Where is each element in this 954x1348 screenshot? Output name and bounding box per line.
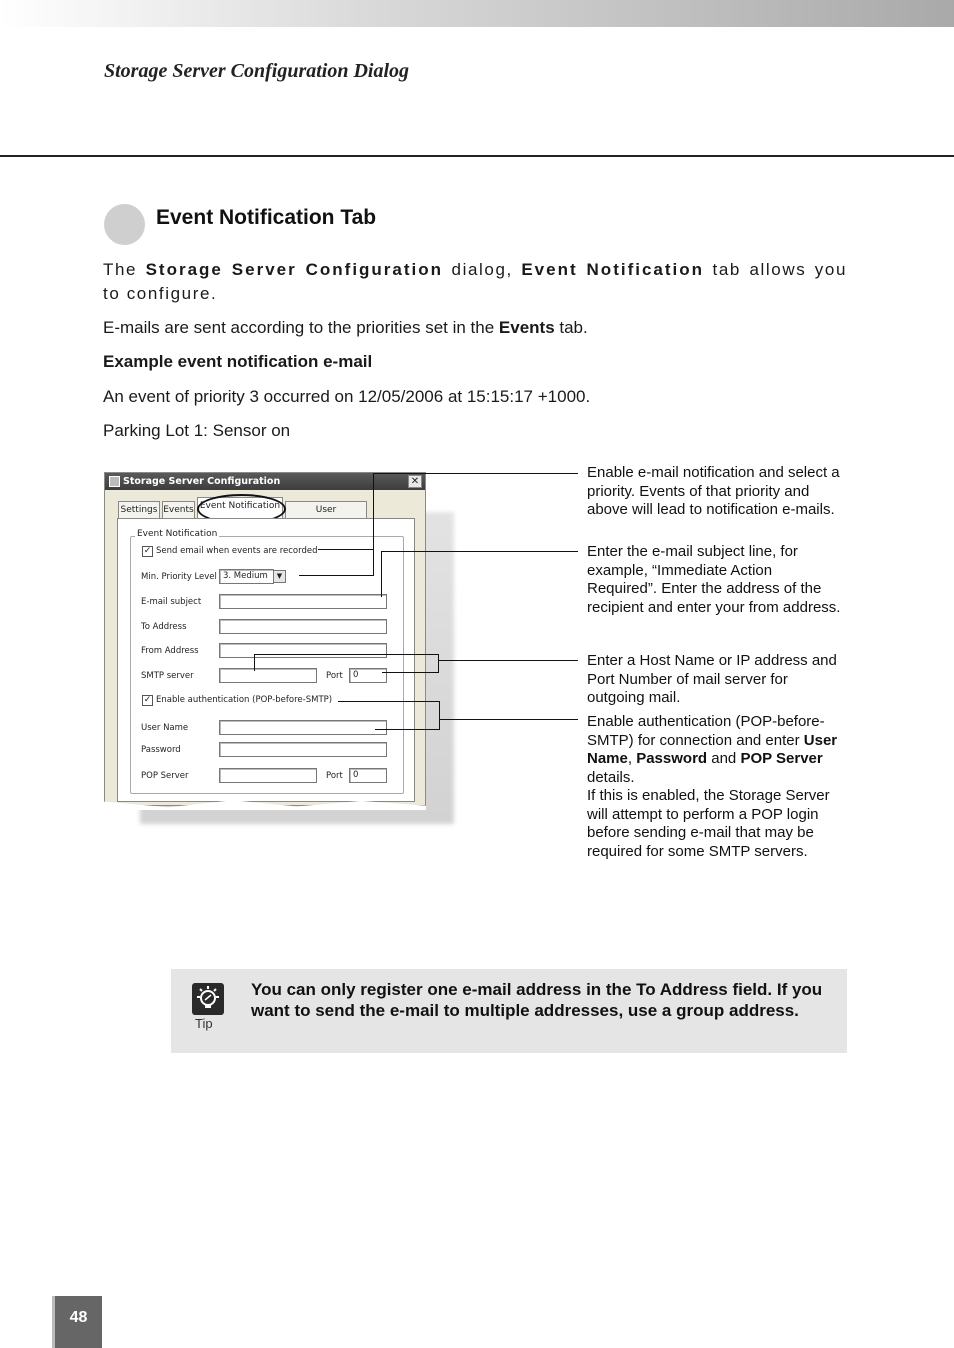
callout-smtp: Enter a Host Name or IP address and Port Number of mail server for outgoing mail. — [587, 652, 837, 706]
tab-user-management[interactable]: User — [285, 501, 367, 518]
page-number: 48 — [52, 1296, 102, 1348]
callout-subject-addresses: Enter the e-mail subject line, for example, “Immediate Action Required”. Enter the address of the recipient and enter your from address. — [587, 543, 841, 616]
text-run: Enable authentication (POP-before-SMTP) for connection and enter — [587, 713, 825, 749]
example-line-1: An event of priority 3 occurred on 12/05/2006 at 15:15:17 +1000. — [103, 387, 591, 406]
min-priority-select[interactable]: 3. Medium — [219, 569, 274, 584]
pop-port-label: Port — [326, 771, 343, 781]
send-email-checkbox[interactable]: ✓ — [143, 546, 152, 556]
password-field[interactable] — [219, 742, 387, 757]
callout-line — [375, 729, 440, 730]
tab-events[interactable]: Events — [162, 501, 195, 518]
text-run: If this is enabled, the Storage Server will attempt to perform a POP login before sending e-mail that may be required for some SMTP servers. — [587, 787, 830, 860]
callout-authentication — [587, 713, 845, 861]
user-name-field[interactable] — [219, 720, 387, 735]
running-header: Storage Server Configuration Dialog — [104, 60, 410, 82]
send-email-label: Send email when events are recorded — [156, 546, 318, 556]
text-run: dialog, — [443, 260, 522, 279]
text-run: , — [627, 750, 637, 767]
smtp-server-label: SMTP server — [141, 671, 194, 681]
callout-line — [382, 672, 439, 673]
section-bullet-icon — [104, 204, 145, 245]
pop-port-field[interactable]: 0 — [349, 768, 387, 783]
text-run-bold: POP Server — [740, 750, 823, 767]
smtp-port-field[interactable]: 0 — [349, 668, 387, 683]
window-title: Storage Server Configuration — [123, 476, 281, 487]
callout-line — [318, 549, 374, 550]
user-name-label: User Name — [141, 723, 189, 733]
callout-line — [373, 473, 374, 576]
smtp-port-label: Port — [326, 671, 343, 681]
callout-email-priority: Enable e-mail notification and select a priority. Events of that priority and above will lead to notification e-mails. — [587, 464, 840, 518]
example-line-2: Parking Lot 1: Sensor on — [103, 421, 291, 440]
text-run: E-mails are sent according to the priorities set in the — [103, 318, 499, 337]
callout-line — [381, 551, 382, 597]
tip-lightbulb-icon — [192, 983, 224, 1015]
tab-event-notification[interactable]: Event Notification — [197, 497, 283, 518]
to-address-label: To Address — [141, 622, 187, 632]
callout-line — [439, 719, 578, 720]
storage-server-config-window — [104, 472, 426, 806]
pop-server-field[interactable] — [219, 768, 317, 783]
text-run-bold: Event Notification — [521, 260, 705, 279]
group-label: Event Notification — [137, 529, 218, 539]
email-subject-field[interactable] — [219, 594, 387, 609]
text-run: and — [707, 750, 741, 767]
text-run: The — [103, 260, 146, 279]
text-run: tab. — [554, 318, 588, 337]
callout-line — [338, 701, 440, 702]
tip-label: Tip — [195, 1016, 213, 1031]
min-priority-label: Min. Priority Level — [141, 572, 217, 582]
example-heading: Example event notification e-mail — [103, 352, 373, 371]
text-run-bold: Events — [498, 318, 555, 337]
window-titlebar — [105, 473, 425, 490]
tip-box — [171, 969, 847, 1053]
close-icon[interactable]: ✕ — [408, 475, 422, 488]
callout-line — [254, 654, 255, 671]
text-run: tab allows you to configure. — [103, 260, 847, 303]
to-address-field[interactable] — [219, 619, 387, 634]
tab-settings[interactable]: Settings — [118, 501, 160, 518]
section-title: Event Notification Tab — [156, 206, 377, 229]
from-address-field[interactable] — [219, 643, 387, 658]
callout-line — [438, 660, 578, 661]
text-run-bold: Storage Server Configuration — [145, 260, 444, 279]
email-subject-label: E-mail subject — [141, 597, 202, 607]
password-label: Password — [141, 745, 181, 755]
text-run: details. — [587, 768, 635, 786]
text-run-bold: Password — [636, 750, 708, 767]
app-icon — [109, 476, 120, 487]
callout-line — [439, 701, 440, 730]
text-run-bold: User Name — [587, 731, 838, 767]
priorities-paragraph — [103, 316, 847, 340]
callout-line — [299, 575, 374, 576]
tip-text: You can only register one e-mail address in the To Address field. If you want to send the e-mail to multiple addresses, use a group address. — [251, 980, 823, 1020]
top-decorative-band — [0, 0, 954, 27]
chevron-down-icon[interactable]: ▼ — [273, 570, 286, 583]
callout-line — [381, 551, 578, 552]
callout-line — [254, 654, 438, 655]
auth-label: Enable authentication (POP-before-SMTP) — [156, 695, 333, 705]
auth-checkbox[interactable]: ✓ — [143, 695, 152, 705]
lightbulb-icon — [192, 983, 224, 1015]
intro-paragraph — [103, 258, 847, 306]
header-rule — [0, 155, 954, 157]
pop-server-label: POP Server — [141, 771, 189, 781]
callout-line — [438, 654, 439, 673]
callout-line — [374, 473, 578, 474]
from-address-label: From Address — [141, 646, 199, 656]
smtp-server-field[interactable] — [219, 668, 317, 683]
